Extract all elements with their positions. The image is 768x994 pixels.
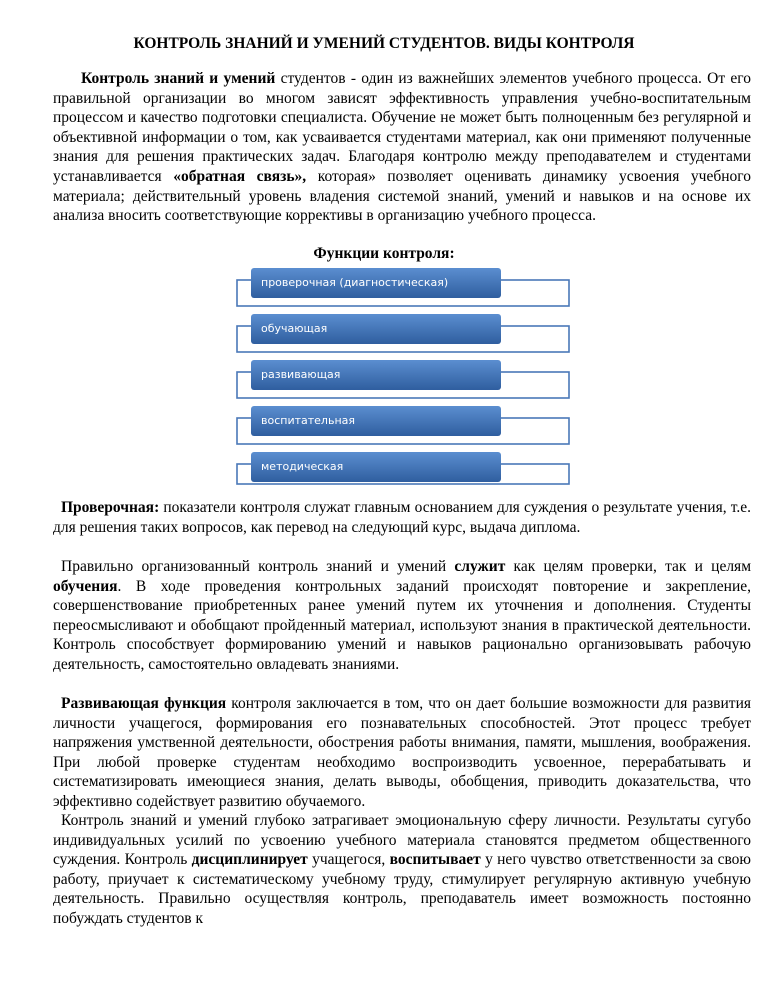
function-label: проверочная (диагностическая) xyxy=(261,276,449,289)
paragraph-teaching xyxy=(53,557,751,675)
bold-term: дисциплинирует xyxy=(191,851,308,869)
page-title: КОНТРОЛЬ ЗНАНИЙ И УМЕНИЙ СТУДЕНТОВ. ВИДЫ КОНТРОЛЯ xyxy=(133,35,635,52)
paragraph-text: контроля заключается в том, что он дает большие возможности для развития личности учащегося, формирования его познавательных способностей. Этот процесс требует напряжения умственной деятельности, обострения работы внимания, памяти, мышления, воображения. При любой проверке студентам необходимо воспроизводить усвоенное, перерабатывать и систематизировать имеющиеся знания, делать выводы, обобщения, приводить доказательства, что эффективно содействует развитию обучаемого. xyxy=(53,695,751,810)
function-label: развивающая xyxy=(261,368,341,381)
paragraph-text: у него чувство ответственности за свою работу, приучает к систематическому учебному труду, стимулирует регулярную активную учебную деятельность. Правильно осуществляя контроль, преподаватель имеет возможность постоянно побуждать студентов к xyxy=(53,851,751,927)
paragraph-text: показатели контроля служат главным основанием для суждения о результате учения, т.е. для решения таких вопросов, как перевод на следующий курс, выдача диплома. xyxy=(53,499,751,536)
paragraph-intro xyxy=(53,69,751,226)
bold-term: Контроль знаний и умений xyxy=(81,70,276,87)
paragraph-text: . В ходе проведения контрольных заданий происходят повторение и закрепление, совершенствование приобретенных ранее умений путем их уточнения и дополнения. Студенты переосмысливают и обобщают пройденный материал, используют знания в практической деятельности. Контроль способствует формированию умений и навыков рационально организовывать рабочую деятельность, самостоятельно овладевать знаниями. xyxy=(53,577,751,673)
function-label: обучающая xyxy=(261,322,328,335)
paragraph-text: как целям проверки, так и целям xyxy=(505,558,751,575)
paragraph-verification xyxy=(53,498,751,537)
function-label: методическая xyxy=(261,460,344,473)
function-label: воспитательная xyxy=(261,414,355,427)
bold-term: Проверочная: xyxy=(61,499,160,516)
bold-term: служит xyxy=(454,558,506,575)
bold-term: воспитывает xyxy=(389,851,481,869)
bold-term: «обратная связь», xyxy=(173,167,307,185)
paragraph-developing xyxy=(53,694,751,812)
bold-term: Развивающая функция xyxy=(61,695,227,712)
functions-diagram xyxy=(231,266,573,486)
paragraph-educational xyxy=(53,811,751,929)
paragraph-text: учащегося, xyxy=(307,851,390,869)
paragraph-text: студентов - один из важнейших элементов учебного процесса. От его правильной организации во многом зависят эффективность управления учебно-воспитательным процессом и качество подготовки специалиста. Обучение не может быть полноценным без регулярной и объективной информации о том, как усваивается студентами материал, как они применяют полученные знания для решения практических задач. Благодаря контролю между преподавателем и студентами устанавливается xyxy=(53,70,752,185)
bold-term: обучения xyxy=(53,577,118,595)
paragraph-text: Правильно организованный контроль знаний и умений xyxy=(61,558,455,575)
paragraph-text: которая» позволяет оценивать динамику усвоения учебного материала; действительный уровень владения системой знаний, умений и навыков и на основе их анализа вносить соответствующие коррективы в организацию учебного процесса. xyxy=(53,167,751,225)
diagram-title: Функции контроля: xyxy=(313,245,455,262)
paragraph-text: Контроль знаний и умений глубоко затрагивает эмоциональную сферу личности. Результаты сугубо индивидуальных усилий по усвоению учебного материала становятся предметом общественного суждения. Контроль xyxy=(53,812,751,869)
